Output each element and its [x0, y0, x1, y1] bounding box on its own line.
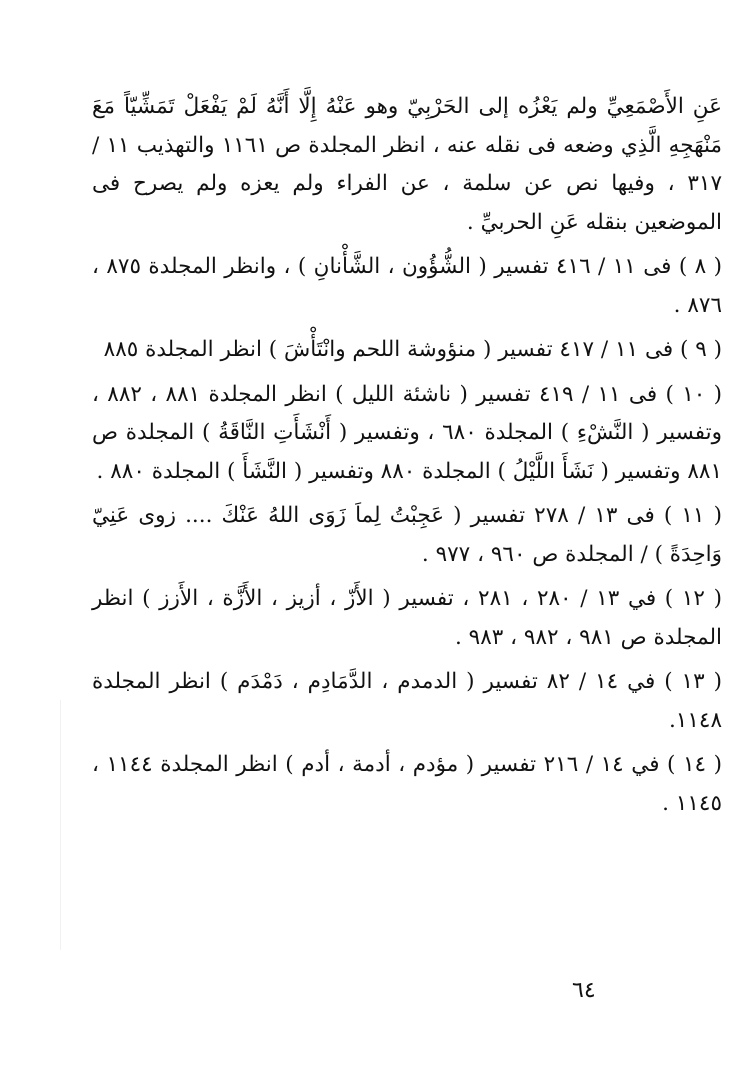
- main-text-block: [92, 88, 722, 829]
- paragraph-note-9: ( ٩ ) فى ١١ / ٤١٧ تفسير ( منؤوشة اللحم وانْتَأْشَ ) انظر المجلدة ٨٨٥: [103, 337, 722, 362]
- page-number: ٦٤: [572, 978, 596, 1003]
- paragraph-note-11: ( ١١ ) فى ١٣ / ٢٧٨ تفسير ( عَجِبْتُ لِماَ زَوَى اللهُ عَنْكَ .... زوى عَنِيّ وَاحِدَةً ) / المجلدة ص ٩٦٠ ، ٩٧٧ .: [92, 503, 722, 567]
- paragraph-intro: عَنِ الأَصْمَعِيِّ ولم يَعْزُه إلى الحَرْبِيّ وهو عَنْهُ إِلَّا أَنَّهُ لَمْ يَفْعَلْ تَمَشِّيّاً مَعَ مَنْهَجِهِ الَّذِي وضعه فى نقله عنه ، انظر المجلدة ص ١١٦١ والتهذيب ١١ / ٣١٧ ، وفيها نص عن سلمة ، عن الفراء ولم يعزه ولم يصرح فى الموضعين بنقله عَنِ الحربيِّ .: [92, 94, 722, 235]
- paragraph-note-12: ( ١٢ ) في ١٣ / ٢٨٠ ، ٢٨١ ، تفسير ( الأَزّ ، أزيز ، الأَزَّة ، الأَزز ) انظر المجلدة ص ٩٨١ ، ٩٨٢ ، ٩٨٣ .: [92, 586, 723, 650]
- paragraph-note-13: ( ١٣ ) في ١٤ / ٨٢ تفسير ( الدمدم ، الدَّمَادِم ، دَمْدَم ) انظر المجلدة ١١٤٨.: [92, 669, 722, 733]
- page-margin-shadow: [60, 700, 61, 950]
- paragraph-note-8: ( ٨ ) فى ١١ / ٤١٦ تفسير ( الشُّؤُون ، الشَّأْنانِ ) ، وانظر المجلدة ٨٧٥ ، ٨٧٦ .: [92, 254, 722, 318]
- paragraph-note-10: ( ١٠ ) فى ١١ / ٤١٩ تفسير ( ناشئة الليل ) انظر المجلدة ٨٨١ ، ٨٨٢ ، وتفسير ( النَّشْءِ ) المجلدة ٦٨٠ ، وتفسير ( أَنْشَأَتِ النَّاقَةُ ) المجلدة ص ٨٨١ وتفسير ( نَشَأَ اللَّيْلُ ) المجلدة ٨٨٠ وتفسير ( النَّشَأَ ) المجلدة ٨٨٠ .: [92, 381, 723, 484]
- paragraph-note-14: ( ١٤ ) في ١٤ / ٢١٦ تفسير ( مؤدم ، أدمة ، أدم ) انظر المجلدة ١١٤٤ ، ١١٤٥ .: [92, 752, 722, 816]
